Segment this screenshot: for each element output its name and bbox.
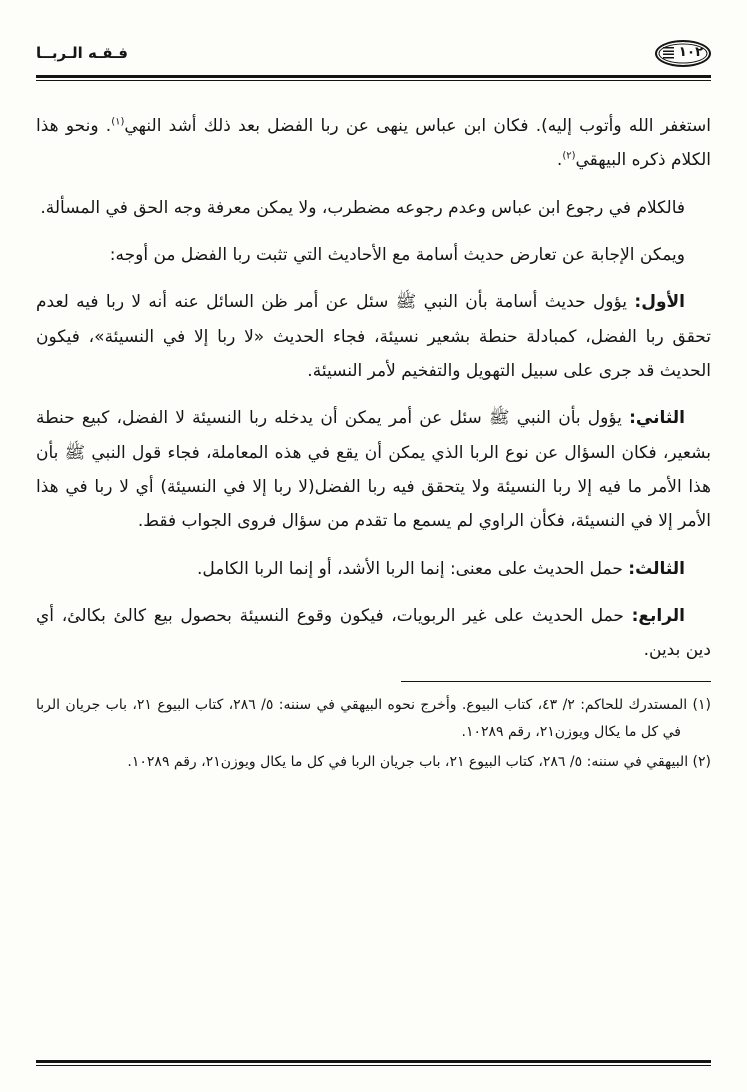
footnote-separator bbox=[401, 681, 712, 682]
header-rule bbox=[36, 75, 711, 81]
footer-rule bbox=[36, 1060, 711, 1066]
paragraph-lead: الثالث: bbox=[628, 558, 685, 579]
paragraph-lead: الأول: bbox=[634, 292, 685, 313]
footnote-marker: (١) bbox=[692, 696, 711, 713]
page-number: ١٠٢ bbox=[678, 44, 704, 61]
paragraph: الثالث: حمل الحديث على معنى: إنما الربا الأشد، أو إنما الربا الكامل. bbox=[196, 558, 685, 579]
footnote-reference: (٢) bbox=[562, 150, 576, 162]
paragraph: الأول: يؤول حديث أسامة بأن النبي ﷺ سئل عن أمر ظن السائل عنه أنه لا ربا فيه لعدم تحقق ربا الفضل، كمبادلة حنطة بشعير نسيئة، فجاء الحديث «لا ربا إلا في النسيئة»، فيكون الحديث قد جرى على سبيل التهويل والتفخيم لأمر النسيئة. bbox=[36, 292, 711, 381]
paragraph-lead: الرابع: bbox=[631, 605, 685, 626]
footnote-reference: (١) bbox=[111, 116, 125, 128]
paragraph: فالكلام في رجوع ابن عباس وعدم رجوعه مضطرب، ولا يمكن معرفة وجه الحق في المسألة. bbox=[40, 197, 685, 218]
medallion-ornament-icon bbox=[663, 47, 674, 59]
paragraph: الثاني: يؤول بأن النبي ﷺ سئل عن أمر يمكن أن يدخله ربا النسيئة لا الفضل، كبيع حنطة بشعير، فكان السؤال عن نوع الربا الذي يمكن أن يقع في هذه المعاملة، فجاء قول النبي ﷺ بأن هذا الأمر ما فيه إلا ربا النسيئة ولا يتحقق فيه ربا الفضل(لا ربا إلا في النسيئة) أي لا ربا في هذا الأمر إلا في النسيئة، فكأن الراوي لم يسمع ما تقدم من سؤال فروى الجواب فقط. bbox=[36, 408, 711, 532]
page-body bbox=[36, 109, 711, 668]
paragraph-lead: الثاني: bbox=[629, 408, 685, 429]
footnote: (١) المستدرك للحاكم: ٢/ ٤٣، كتاب البيوع. وأخرج نحوه البيهقي في سننه: ٥/ ٢٨٦، كتاب البيوع ٢١، باب جريان الربا في كل ما يكال ويوزن٢١، رقم ١٠٢٨٩. bbox=[36, 696, 711, 740]
paragraph: الرابع: حمل الحديث على غير الربويات، فيكون وقوع النسيئة بحصول بيع كالئ بكالئ، أي دين بدين. bbox=[36, 605, 711, 661]
page-number-medallion bbox=[655, 40, 711, 67]
footnote-marker: (٢) bbox=[692, 754, 711, 771]
footnote: (٢) البيهقي في سننه: ٥/ ٢٨٦، كتاب البيوع ٢١، باب جريان الربا في كل ما يكال ويوزن٢١، رقم ١٠٢٨٩. bbox=[127, 754, 711, 771]
running-head-title: فـقـه الـربــا bbox=[36, 44, 128, 62]
footnotes bbox=[36, 692, 711, 777]
paragraph: ويمكن الإجابة عن تعارض حديث أسامة مع الأحاديث التي تثبت ربا الفضل من أوجه: bbox=[109, 244, 685, 265]
paragraph: استغفر الله وأتوب إليه). فكان ابن عباس ينهى عن ربا الفضل بعد ذلك أشد النهي$^{(١)}$. ونحو هذا الكلام ذكره البيهقي$^{(٢)}$. bbox=[36, 116, 711, 171]
page-header bbox=[36, 38, 711, 68]
